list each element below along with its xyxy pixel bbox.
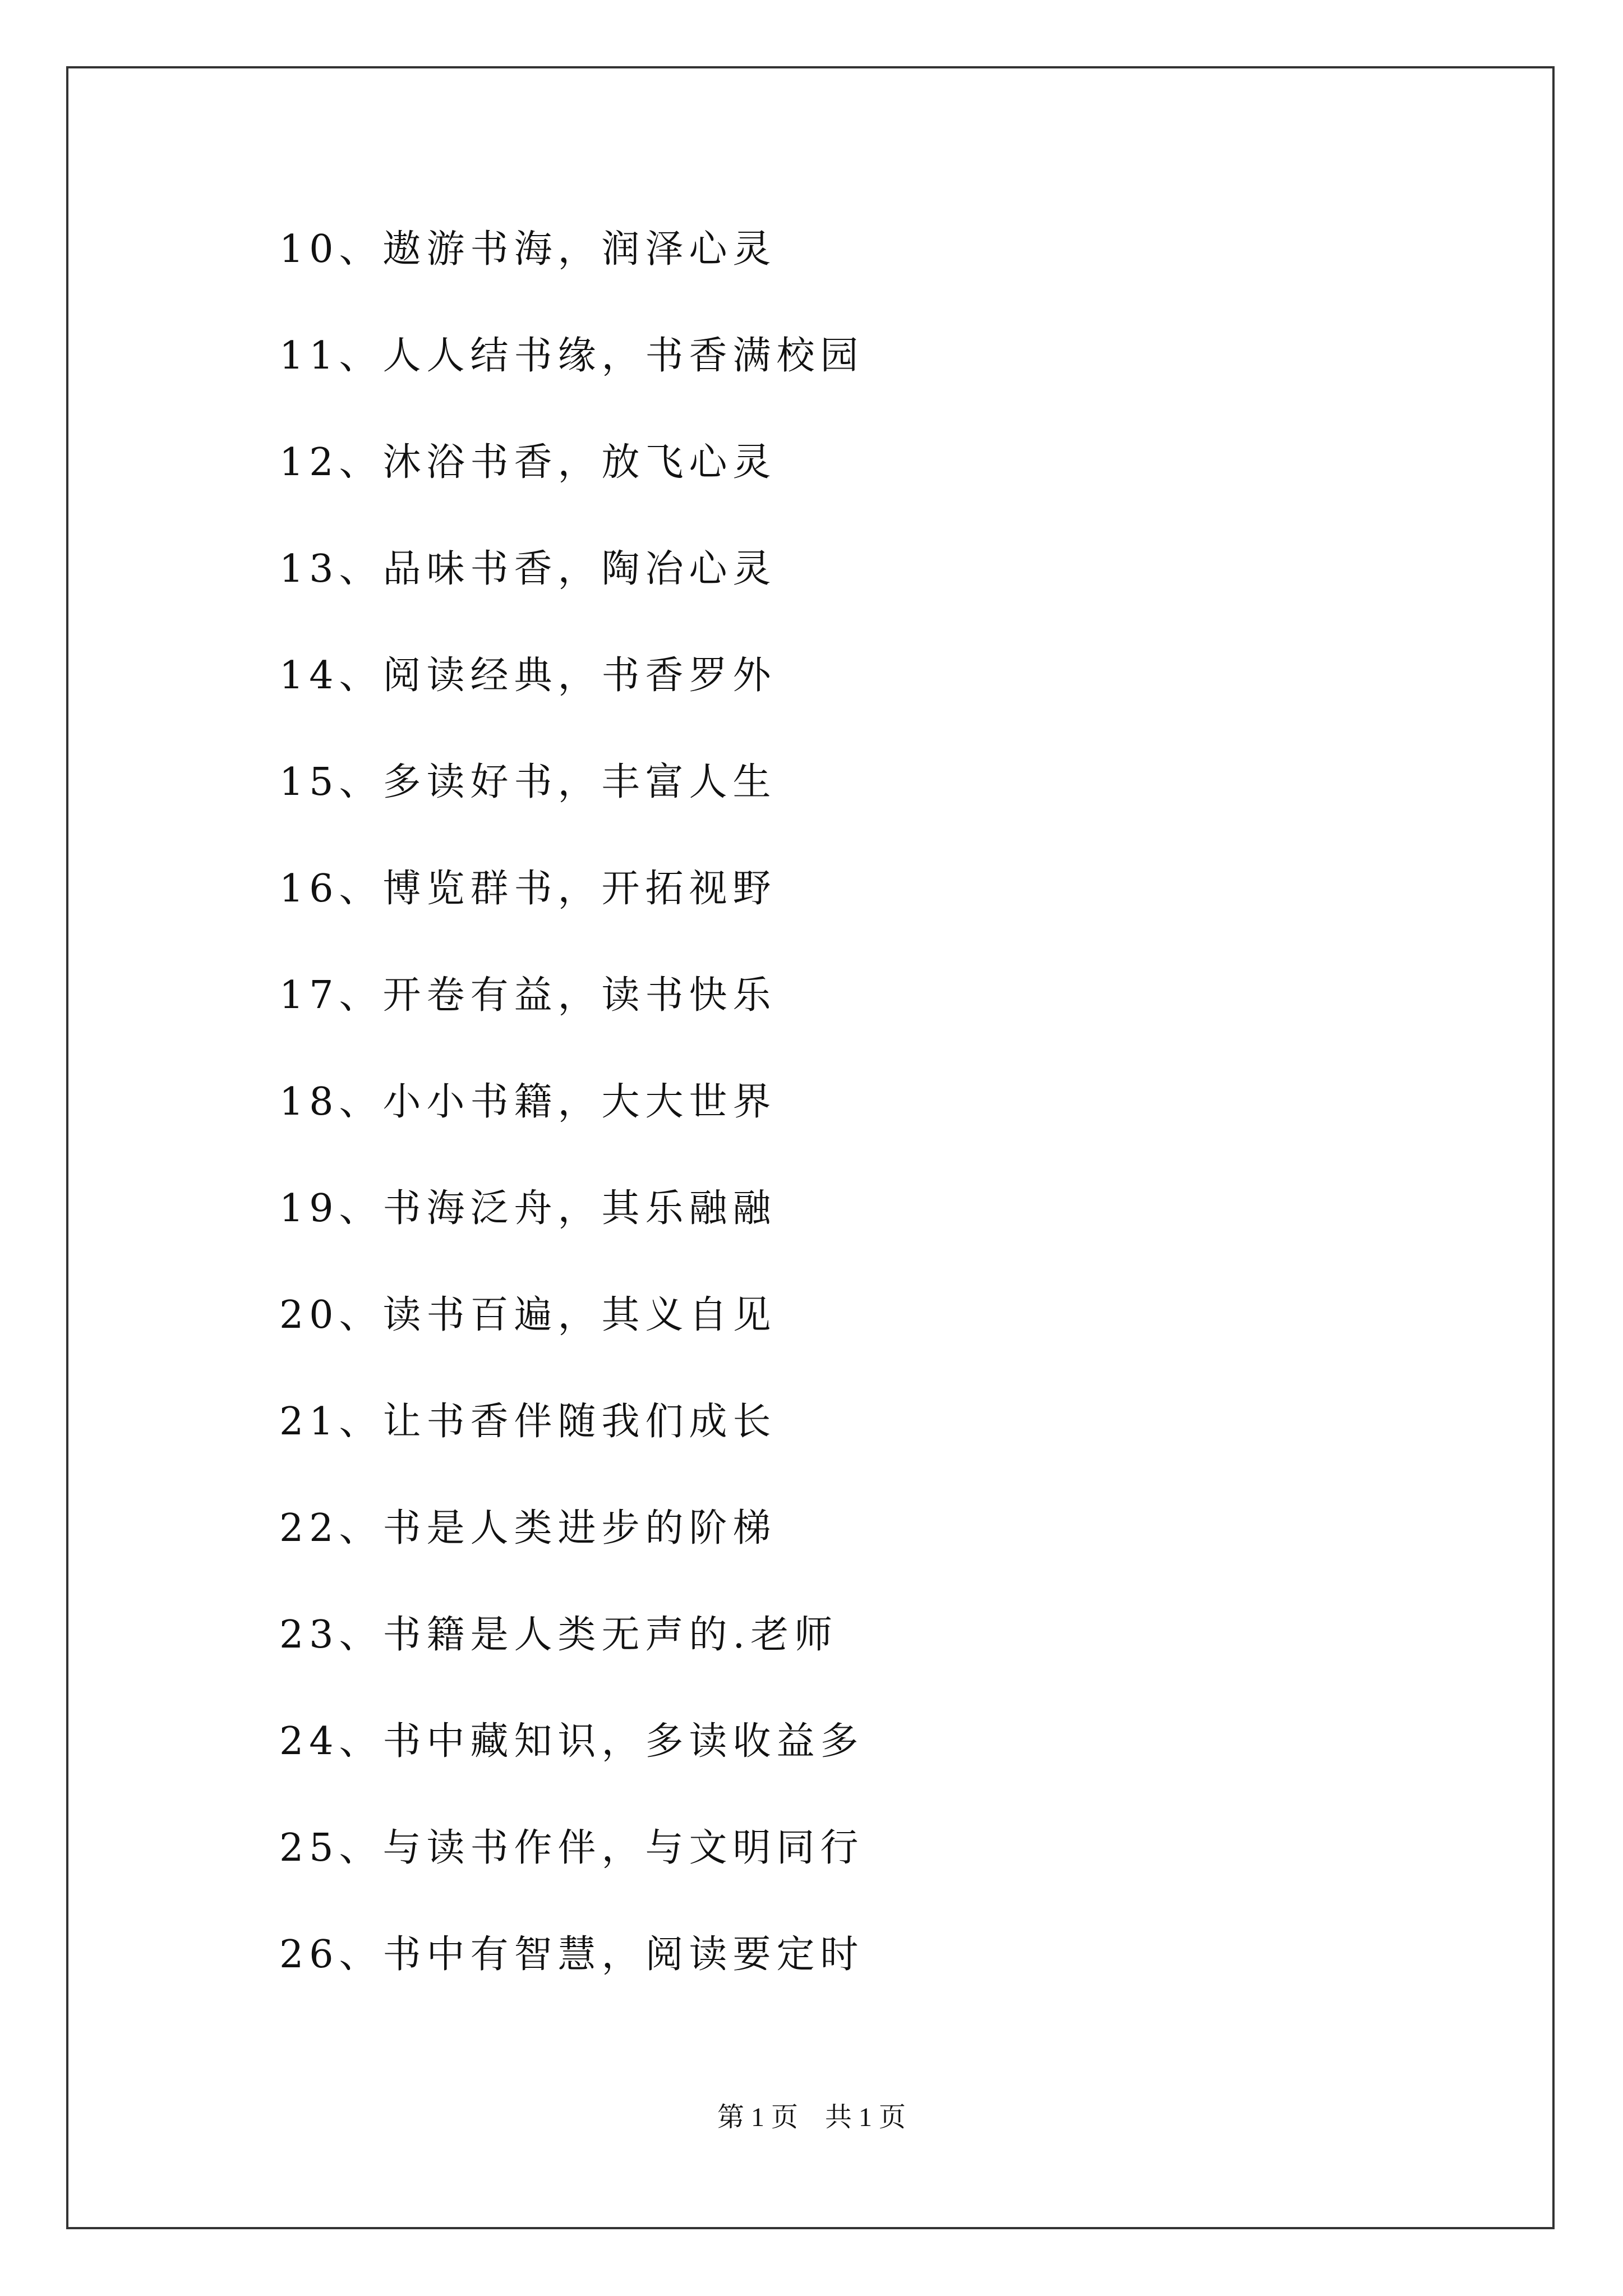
list-item: 17、开卷有益，读书快乐 [279,973,777,1018]
list-item: 10、遨游书海，润泽心灵 [279,227,777,272]
list-item: 24、书中藏知识，多读收益多 [279,1719,864,1764]
list-item: 14、阅读经典，书香罗外 [279,654,777,698]
slogan-list [279,224,864,2036]
list-item: 20、读书百遍，其义自见 [279,1293,777,1337]
list-item: 11、人人结书缘，书香满校园 [279,334,864,378]
list-item: 12、沐浴书香，放飞心灵 [279,440,777,485]
page-footer: 第 1 页 共 1 页 [717,2102,906,2132]
list-item: 16、博览群书，开拓视野 [279,867,777,911]
list-item: 22、书是人类进步的阶梯 [279,1506,777,1550]
list-item: 15、多读好书，丰富人生 [279,760,777,804]
list-item: 23、书籍是人类无声的.老师 [279,1613,838,1657]
list-item: 21、让书香伴随我们成长 [279,1400,777,1444]
list-item: 18、小小书籍，大大世界 [279,1080,777,1124]
list-item: 13、品味书香，陶冶心灵 [279,547,777,591]
list-item: 26、书中有智慧，阅读要定时 [279,1932,864,1977]
list-item: 19、书海泛舟，其乐融融 [279,1186,777,1231]
list-item: 25、与读书作伴，与文明同行 [279,1826,864,1870]
